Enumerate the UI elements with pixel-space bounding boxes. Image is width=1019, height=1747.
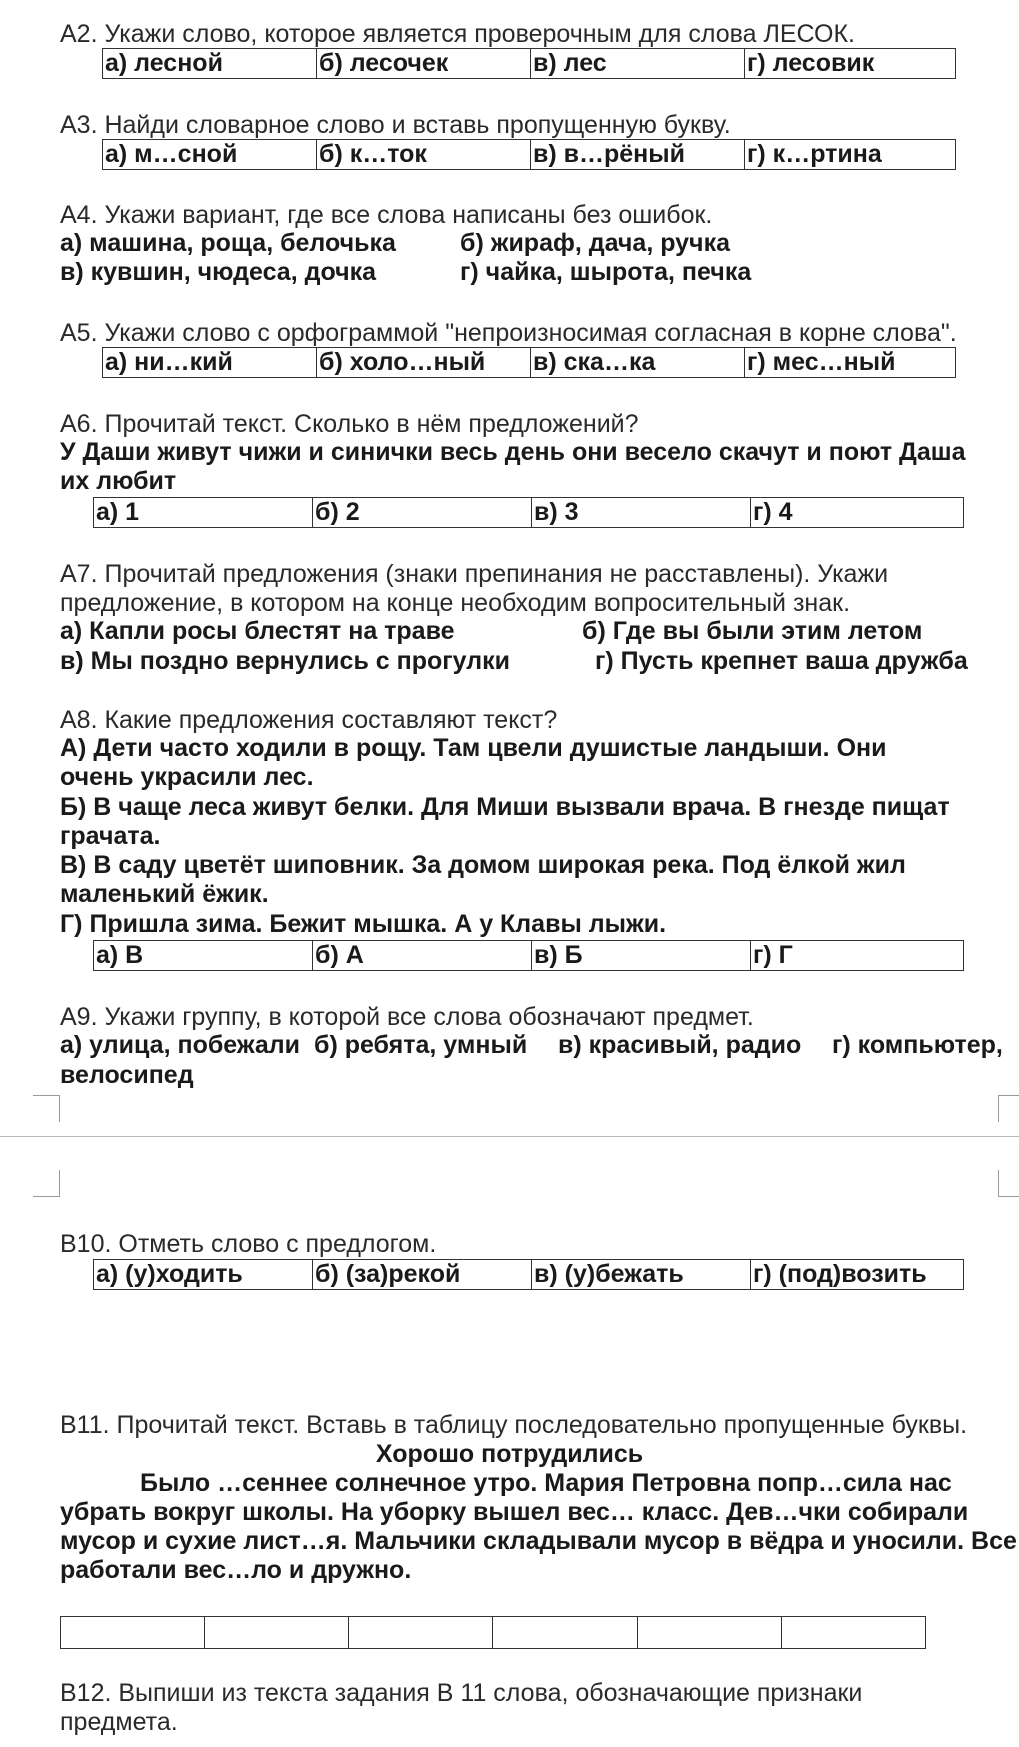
a2-option-v[interactable]: в) лес: [531, 49, 745, 79]
a5-option-g[interactable]: г) мес…ный: [745, 348, 956, 378]
b11-text-title: Хорошо потрудились: [375, 1440, 644, 1468]
answer-cell[interactable]: [781, 1617, 925, 1649]
page-break-divider: [0, 1136, 1019, 1137]
a5-option-v[interactable]: в) ска…ка: [531, 348, 745, 378]
a7-option-v[interactable]: в) Мы поздно вернулись с прогулки: [60, 647, 511, 675]
a2-option-b[interactable]: б) лесочек: [317, 49, 531, 79]
b10-question: В10. Отметь слово с предлогом.: [60, 1230, 437, 1258]
b10-option-v[interactable]: в) (у)бежать: [532, 1260, 751, 1290]
a7-option-g[interactable]: г) Пусть крепнет ваша дружба: [595, 647, 968, 675]
page-corner-mark: [998, 1095, 1019, 1122]
answer-cell[interactable]: [349, 1617, 493, 1649]
a8-text-a: А) Дети часто ходили в рощу. Там цвели душистые ландыши. Они очень украсили лес.: [60, 734, 887, 791]
a4-option-v[interactable]: в) кувшин, чюдеса, дочка: [60, 258, 377, 286]
a8-option-a[interactable]: а) В: [94, 941, 313, 971]
a8-options-table: [93, 940, 964, 971]
b10-option-b[interactable]: б) (за)рекой: [313, 1260, 532, 1290]
a5-options-table: [102, 347, 956, 378]
b11-text-line: убрать вокруг школы. На уборку вышел вес… класс. Дев…чки собирали: [60, 1498, 969, 1526]
a3-option-a[interactable]: а) м…сной: [103, 140, 317, 170]
b12-question-line2: предмета.: [60, 1708, 178, 1736]
a9-option-g-continuation: велосипед: [60, 1061, 194, 1089]
a9-option-g[interactable]: г) компьютер,: [832, 1031, 1003, 1059]
a4-question: А4. Укажи вариант, где все слова написаны без ошибок.: [60, 201, 713, 229]
a9-option-a[interactable]: а) улица, побежали: [60, 1031, 301, 1059]
page-corner-mark: [998, 1170, 1019, 1197]
a7-option-b[interactable]: б) Где вы были этим летом: [582, 617, 923, 645]
a2-question: А2. Укажи слово, которое является проверочным для слова ЛЕСОК.: [60, 20, 855, 48]
b11-text-line: Было …сеннее солнечное утро. Мария Петровна попр…сила нас: [140, 1469, 952, 1497]
b11-question: В11. Прочитай текст. Вставь в таблицу последовательно пропущенные буквы.: [60, 1411, 968, 1439]
a6-question: А6. Прочитай текст. Сколько в нём предложений?: [60, 410, 639, 438]
answer-cell[interactable]: [205, 1617, 349, 1649]
answer-cell[interactable]: [637, 1617, 781, 1649]
b10-options-table: [93, 1259, 964, 1290]
a5-option-a[interactable]: а) ни…кий: [103, 348, 317, 378]
a7-question-line1: А7. Прочитай предложения (знаки препинания не расставлены). Укажи: [60, 560, 889, 588]
a2-options-table: [102, 48, 956, 79]
a9-option-v[interactable]: в) красивый, радио: [558, 1031, 802, 1059]
a6-text: У Даши живут чижи и синички весь день они весело скачут и поют Даша их любит: [60, 438, 966, 495]
a2-option-a[interactable]: а) лесной: [103, 49, 317, 79]
b10-option-g[interactable]: г) (под)возить: [751, 1260, 964, 1290]
b11-answer-grid: [60, 1616, 926, 1649]
b11-text-line: мусор и сухие лист…я. Мальчики складывали мусор в вёдра и уносили. Все: [60, 1527, 1017, 1555]
a4-option-b[interactable]: б) жираф, дача, ручка: [460, 229, 730, 257]
a8-option-v[interactable]: в) Б: [532, 941, 751, 971]
a8-text-g: Г) Пришла зима. Бежит мышка. А у Клавы лыжи.: [60, 910, 667, 938]
a5-option-b[interactable]: б) холо…ный: [317, 348, 531, 378]
a9-question: А9. Укажи группу, в которой все слова обозначают предмет.: [60, 1003, 754, 1031]
b10-option-a[interactable]: а) (у)ходить: [94, 1260, 313, 1290]
a8-text-b: Б) В чаще леса живут белки. Для Миши вызвали врача. В гнезде пищат грачата.: [60, 793, 950, 850]
a5-question: А5. Укажи слово с орфограммой "непроизносимая согласная в корне слова".: [60, 319, 957, 347]
a3-option-b[interactable]: б) к…ток: [317, 140, 531, 170]
a8-question: А8. Какие предложения составляют текст?: [60, 706, 558, 734]
a9-option-b[interactable]: б) ребята, умный: [314, 1031, 528, 1059]
page-corner-mark: [33, 1170, 60, 1197]
a6-option-b[interactable]: б) 2: [313, 498, 532, 528]
a2-option-g[interactable]: г) лесовик: [745, 49, 956, 79]
page-corner-mark: [33, 1095, 60, 1122]
a8-option-g[interactable]: г) Г: [751, 941, 964, 971]
a8-option-b[interactable]: б) А: [313, 941, 532, 971]
a6-option-g[interactable]: г) 4: [751, 498, 964, 528]
answer-cell[interactable]: [61, 1617, 205, 1649]
a3-option-v[interactable]: в) в…рёный: [531, 140, 745, 170]
b11-text-line: работали вес…ло и дружно.: [60, 1556, 412, 1584]
a6-options-table: [93, 497, 964, 528]
a4-option-a[interactable]: а) машина, роща, белочька: [60, 229, 396, 257]
b12-question-line1: В12. Выпиши из текста задания В 11 слова, обозначающие признаки: [60, 1679, 863, 1707]
answer-cell[interactable]: [493, 1617, 637, 1649]
a4-option-g[interactable]: г) чайка, шырота, печка: [460, 258, 752, 286]
a7-option-a[interactable]: а) Капли росы блестят на траве: [60, 617, 455, 645]
a7-question-line2: предложение, в котором на конце необходим вопросительный знак.: [60, 589, 851, 617]
a3-options-table: [102, 139, 956, 170]
a6-option-a[interactable]: а) 1: [94, 498, 313, 528]
a8-text-v: В) В саду цветёт шиповник. За домом широкая река. Под ёлкой жил маленький ёжик.: [60, 851, 906, 908]
a6-option-v[interactable]: в) 3: [532, 498, 751, 528]
a3-option-g[interactable]: г) к…ртина: [745, 140, 956, 170]
a3-question: А3. Найди словарное слово и вставь пропущенную букву.: [60, 111, 731, 139]
